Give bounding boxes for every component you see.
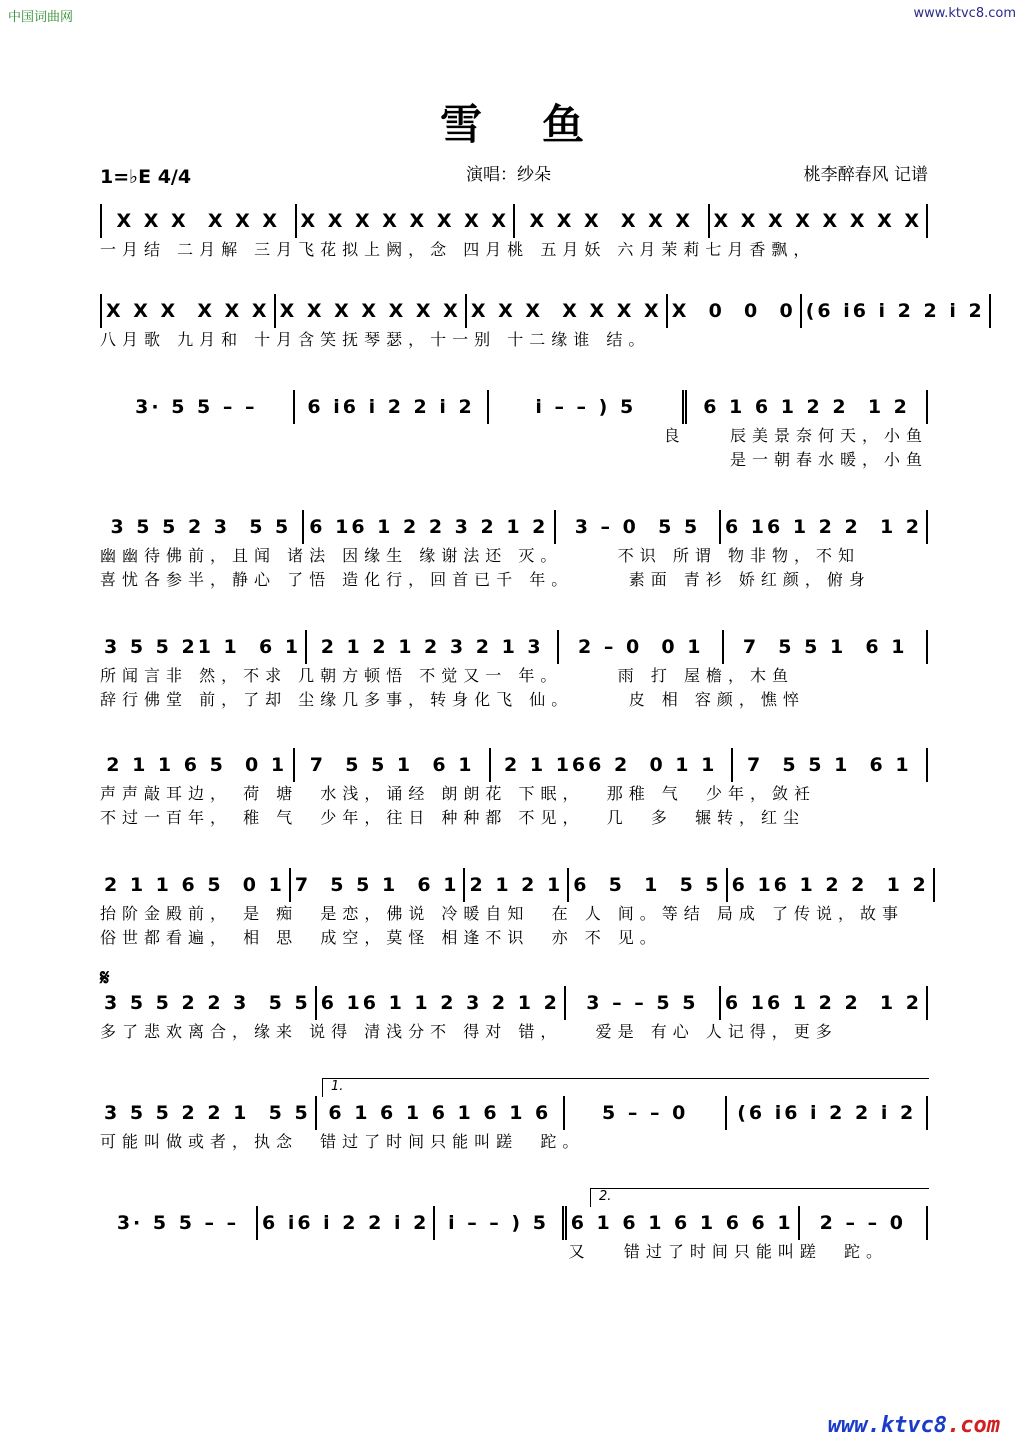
- measure: 7 5 5 1 6 1: [724, 630, 928, 664]
- lyric-line: 辞行佛堂 前，了却 尘缘几多事，转身化飞 仙。 皮 相 容颜，憔悴: [100, 690, 805, 709]
- lyric-line: 良 辰美景奈何天，小鱼: [663, 426, 928, 445]
- key-signature: 1=♭E 4/4: [100, 166, 192, 188]
- score-system-4: [100, 510, 928, 592]
- measure: (6 i6 i 2 2 i 2: [802, 294, 991, 328]
- measure: 3 5 5 2 3 5 5: [100, 510, 304, 544]
- lyric-line: 声声敲耳边， 荷 塘 水浅，诵经 朗朗花 下眠， 那稚 气 少年，敛衽: [100, 784, 816, 803]
- measure-row: [100, 1206, 928, 1240]
- site-url-right: www.ktvc8.com: [913, 6, 1016, 21]
- score-system-7: [100, 868, 928, 950]
- song-title: 雪鱼: [439, 100, 644, 149]
- logo-main: www.ktvc8: [827, 1413, 948, 1438]
- measure-row: [100, 630, 928, 664]
- lyric-line: 所闻言非 然，不求 几朝方顿悟 不觉又一 年。 雨 打 屋檐，木鱼: [100, 666, 794, 685]
- measure: 7 5 5 1 6 1: [733, 748, 928, 782]
- measure: 6 16 1 2 2 1 2: [721, 510, 928, 544]
- measure: 6 i6 i 2 2 i 2: [258, 1206, 435, 1240]
- lyric-line: 抬阶金殿前， 是 痴 是恋，佛说 冷暖自知 在 人 间。等结 局成 了传说，故事: [100, 904, 904, 923]
- site-name-left: 中国词曲网: [8, 10, 74, 25]
- lyric-line: 是一朝春水暖，小鱼: [729, 450, 928, 469]
- measure-row: [100, 986, 928, 1020]
- measure: 2 1 1 6 5 0 1: [100, 748, 295, 782]
- score-system-1: [100, 204, 928, 262]
- lyric-line: 多了悲欢离合，缘来 说得 清浅分不 得对 错， 爱是 有心 人记得，更多: [100, 1022, 838, 1041]
- measure: 3· 5 5 – –: [100, 390, 295, 424]
- score-system-10: [100, 1206, 928, 1264]
- measure: (6 i6 i 2 2 i 2: [727, 1096, 928, 1130]
- notator-credit: 桃李醉春风 记谱: [803, 165, 928, 185]
- measure: 3 5 5 2 2 1 5 5: [100, 1096, 317, 1130]
- measure: 2 1 1 6 5 0 1: [100, 868, 291, 902]
- measure-row: [100, 868, 928, 902]
- measure: 2 1 166 2 0 1 1: [491, 748, 733, 782]
- measure: 6 i6 i 2 2 i 2: [295, 390, 490, 424]
- singer-credit: 演唱：纱朵: [466, 165, 551, 185]
- site-logo: [828, 1413, 1000, 1438]
- measure: X X X X X X X: [276, 294, 467, 328]
- lyric-line: 一月结 二月解 三月飞花拟上阙，念 四月桃 五月妖 六月茉莉七月香飘，: [100, 240, 816, 259]
- measure: 3 – – 5 5: [566, 986, 721, 1020]
- measure: X X X X X X: [100, 204, 297, 238]
- measure-row: [100, 748, 928, 782]
- measure-row: [100, 1096, 928, 1130]
- measure: 3· 5 5 – –: [100, 1206, 258, 1240]
- measure-row: [100, 204, 928, 238]
- measure: 2 1 2 1: [465, 868, 569, 902]
- lyric-line: 不过一百年， 稚 气 少年，往日 种种都 不见， 几 多 辗转，红尘: [100, 808, 806, 827]
- measure-row: [100, 294, 985, 328]
- lyric-line: 俗世都看遍， 相 思 成空，莫怪 相逢不识 亦 不 见。: [100, 928, 662, 947]
- volta-second-ending: 2.: [590, 1188, 929, 1207]
- measure: 5 – – 0: [565, 1096, 727, 1130]
- lyric-line: 可能叫做或者，执念 错过了时间只能叫蹉 跎。: [100, 1132, 585, 1151]
- measure: 2 – – 0: [800, 1206, 928, 1240]
- lyric-line: 喜忧各参半，静心 了悟 造化行，回首已千 年。 素面 青衫 娇红颜，俯身: [100, 570, 871, 589]
- measure: 6 16 1 1 2 3 2 1 2: [317, 986, 566, 1020]
- score-system-9: [100, 1096, 928, 1154]
- measure: X X X X X X: [100, 294, 276, 328]
- measure: 7 5 5 1 6 1: [295, 748, 490, 782]
- measure: 3 5 5 21 1 6 1: [100, 630, 307, 664]
- measure: 6 1 6 1 6 1 6 1 6: [317, 1096, 565, 1130]
- segno-sign: 𝄋: [100, 966, 110, 991]
- lyric-line: 八月歌 九月和 十月含笑抚琴瑟，十一别 十二缘谁 结。: [100, 330, 651, 349]
- measure-row: [100, 510, 928, 544]
- measure: X X X X X X X X: [710, 204, 929, 238]
- measure: 6 16 1 2 2 3 2 1 2: [304, 510, 556, 544]
- logo-tail: .com: [947, 1413, 1000, 1438]
- measure: 6 16 1 2 2 1 2: [721, 986, 928, 1020]
- score-system-5: [100, 630, 928, 712]
- lyric-line: 又 错过了时间只能叫蹉 跎。: [568, 1242, 888, 1261]
- score-system-2: [100, 294, 985, 352]
- measure: i – – ) 5: [489, 390, 687, 424]
- lyric-line: 幽幽待佛前，且闻 诸法 因缘生 缘谢法还 灭。 不识 所谓 物非物，不知: [100, 546, 860, 565]
- measure: 2 – 0 0 1: [559, 630, 724, 664]
- measure-row: [100, 390, 928, 424]
- measure: 6 1 6 1 6 1 6 6 1: [567, 1206, 800, 1240]
- measure: 3 5 5 2 2 3 5 5: [100, 986, 317, 1020]
- measure: 6 5 1 5 5: [569, 868, 727, 902]
- measure: i – – ) 5: [435, 1206, 566, 1240]
- score-system-6: [100, 748, 928, 830]
- measure: 7 5 5 1 6 1: [291, 868, 466, 902]
- volta-first-ending: 1.: [322, 1078, 929, 1097]
- measure: 3 – 0 5 5: [556, 510, 721, 544]
- measure: 2 1 2 1 2 3 2 1 3: [307, 630, 559, 664]
- score-system-3: [100, 390, 928, 472]
- measure: 6 16 1 2 2 1 2: [728, 868, 935, 902]
- measure: X X X X X X X X: [297, 204, 516, 238]
- measure: X 0 0 0: [668, 294, 802, 328]
- measure: X X X X X X X: [467, 294, 668, 328]
- measure: 6 1 6 1 2 2 1 2: [687, 390, 928, 424]
- measure: X X X X X X: [515, 204, 710, 238]
- score-system-8: [100, 986, 928, 1044]
